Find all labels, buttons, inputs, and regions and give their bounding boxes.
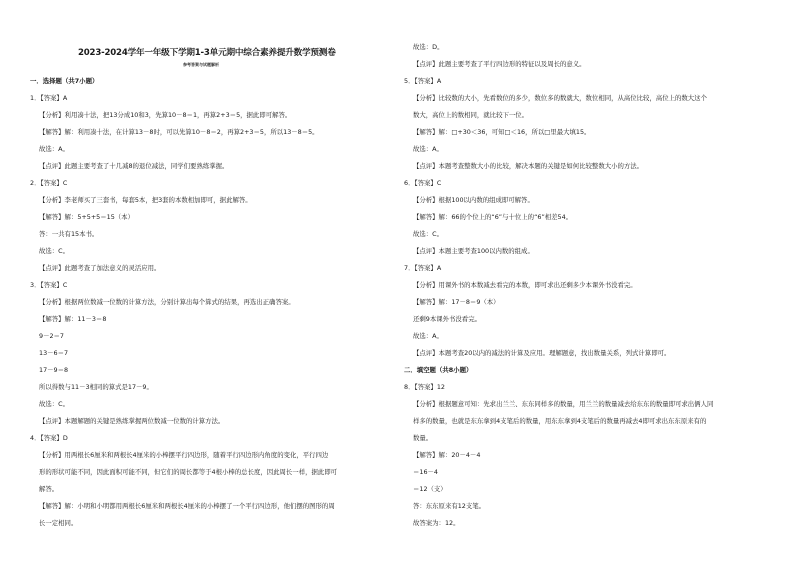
page-subtitle: 参考答案与试题解析 xyxy=(183,62,219,67)
text-line: 【分析】利用凑十法，把13分成10和3，先算10－8＝1，再算2+3＝5，据此即可解答。 xyxy=(39,111,292,119)
text-line: 【解答】解：□+30＜36，可知□＜16，所以□里最大填15。 xyxy=(413,128,591,136)
text-line: 【点评】本题解题的关键是熟练掌握两位数减一位数的计算方法。 xyxy=(39,417,225,425)
text-line: 5．【答案】A xyxy=(404,77,442,85)
text-line: 故选：C。 xyxy=(413,230,444,238)
text-line: 8．【答案】12 xyxy=(404,383,445,391)
text-line: 【解答】解：小明和小明都用两根长6厘米和两根长4厘米的小棒摆了一个平行四边形，他们摆的图形的周 xyxy=(39,502,335,510)
text-line: 故答案为：12。 xyxy=(413,519,460,527)
text-line: 【分析】用课外书的本数减去看完的本数，即可求出还剩多少本课外书没看完。 xyxy=(413,281,637,289)
text-line: 13－6＝7 xyxy=(39,349,69,357)
text-line: 9－2＝7 xyxy=(39,332,64,340)
text-line: 【解答】解：利用凑十法，在计算13－8时，可以先算10－8＝2，再算2+3＝5，所以13－8＝5。 xyxy=(39,128,319,136)
text-line: 【点评】此题主要考查了十几减8的退位减法，同学们要熟练掌握。 xyxy=(39,162,229,170)
text-line: 【分析】根据两位数减一位数的计算方法，分别计算出每个算式的结果，再选出正确答案。 xyxy=(39,298,295,306)
text-line: 1．【答案】A xyxy=(30,94,68,102)
text-line: 【点评】此题主要考查了平行四边形的特征以及周长的意义。 xyxy=(413,60,586,68)
text-line: ＝12（支） xyxy=(413,485,447,493)
text-line: 【解答】解：20－4－4 xyxy=(413,451,481,459)
text-line: 【解答】解：17－8＝9（本） xyxy=(413,298,500,306)
text-line: 形的形状可能不同，因此面积可能不同，但它们的周长都等于4根小棒的总长度，因此周长一样，据此即可 xyxy=(39,468,338,476)
text-line: 【分析】根据题意可知：先求出兰兰、东东同样多的数量，用兰兰的数量减去给东东的数量即可求出俩人同 xyxy=(413,400,714,408)
text-line: 6．【答案】C xyxy=(404,179,442,187)
text-line: 长一定相同。 xyxy=(39,519,78,527)
text-line: 故选：C。 xyxy=(39,400,70,408)
text-line: 【分析】李老师买了三套书，每套5本，把3套的本数相加即可，据此解答。 xyxy=(39,196,252,204)
text-line: 所以得数与11－3相同的算式是17－9。 xyxy=(39,383,153,391)
text-line: 【点评】此题考查了加法意义的灵活应用。 xyxy=(39,264,161,272)
text-line: 解答。 xyxy=(39,485,59,493)
text-line: 【分析】用两根长6厘米和两根长4厘米的小棒摆平行四边形，随着平行四边形内角度的变化，平行四边 xyxy=(39,451,329,459)
text-line: 【解答】解：66的个位上的“6”与十位上的“6”相差54。 xyxy=(413,213,573,221)
text-line: 数量。 xyxy=(413,434,433,442)
text-line: 一．选择题（共7小题） xyxy=(30,77,99,85)
text-line: 二．填空题（共8小题） xyxy=(404,366,473,374)
text-line: 2．【答案】C xyxy=(30,179,68,187)
text-line: 7．【答案】A xyxy=(404,264,442,272)
text-line: 数大，高位上的数相同，就比较下一位。 xyxy=(413,111,529,119)
text-line: 故选：D。 xyxy=(413,43,444,51)
text-line: 【点评】本题主要考查100以内数的组成。 xyxy=(413,247,534,255)
text-line: 【点评】本题考查整数大小的比较，解决本题的关键是如何比较整数大小的方法。 xyxy=(413,162,644,170)
text-line: 【分析】根据100以内数的组成即可解答。 xyxy=(413,196,534,204)
text-line: 故选：A。 xyxy=(413,332,443,340)
text-line: 故选：A。 xyxy=(39,145,69,153)
text-line: 样多的数量，也就是东东拿到4支笔后的数量，用东东拿到4支笔后的数量再减去4即可求出东东原来有的 xyxy=(413,417,707,425)
text-line: 答：东东原来有12支笔。 xyxy=(413,502,486,510)
text-line: ＝16－4 xyxy=(413,468,438,476)
page-title: 2023-2024学年一年级下学期1-3单元期中综合素养提升数学预测卷 xyxy=(78,48,336,58)
text-line: 答：一共有15本书。 xyxy=(39,230,99,238)
text-line: 【解答】解：11－3＝8 xyxy=(39,315,107,323)
text-line: 17－9＝8 xyxy=(39,366,69,374)
text-line: 【分析】比较数的大小，先看数位的多少，数位多的数就大，数位相同，从高位比较，高位上的数大这个 xyxy=(413,94,707,102)
text-line: 4．【答案】D xyxy=(30,434,68,442)
text-line: 故选：C。 xyxy=(39,247,70,255)
text-line: 【点评】本题考查20以内的减法的计算及应用。理解题意，找出数量关系，列式计算即可。 xyxy=(413,349,671,357)
text-line: 【解答】解：5+5+5＝15（本） xyxy=(39,213,134,221)
text-line: 还剩9本课外书没看完。 xyxy=(413,315,481,323)
text-line: 3．【答案】C xyxy=(30,281,68,289)
text-line: 故选：A。 xyxy=(413,145,443,153)
